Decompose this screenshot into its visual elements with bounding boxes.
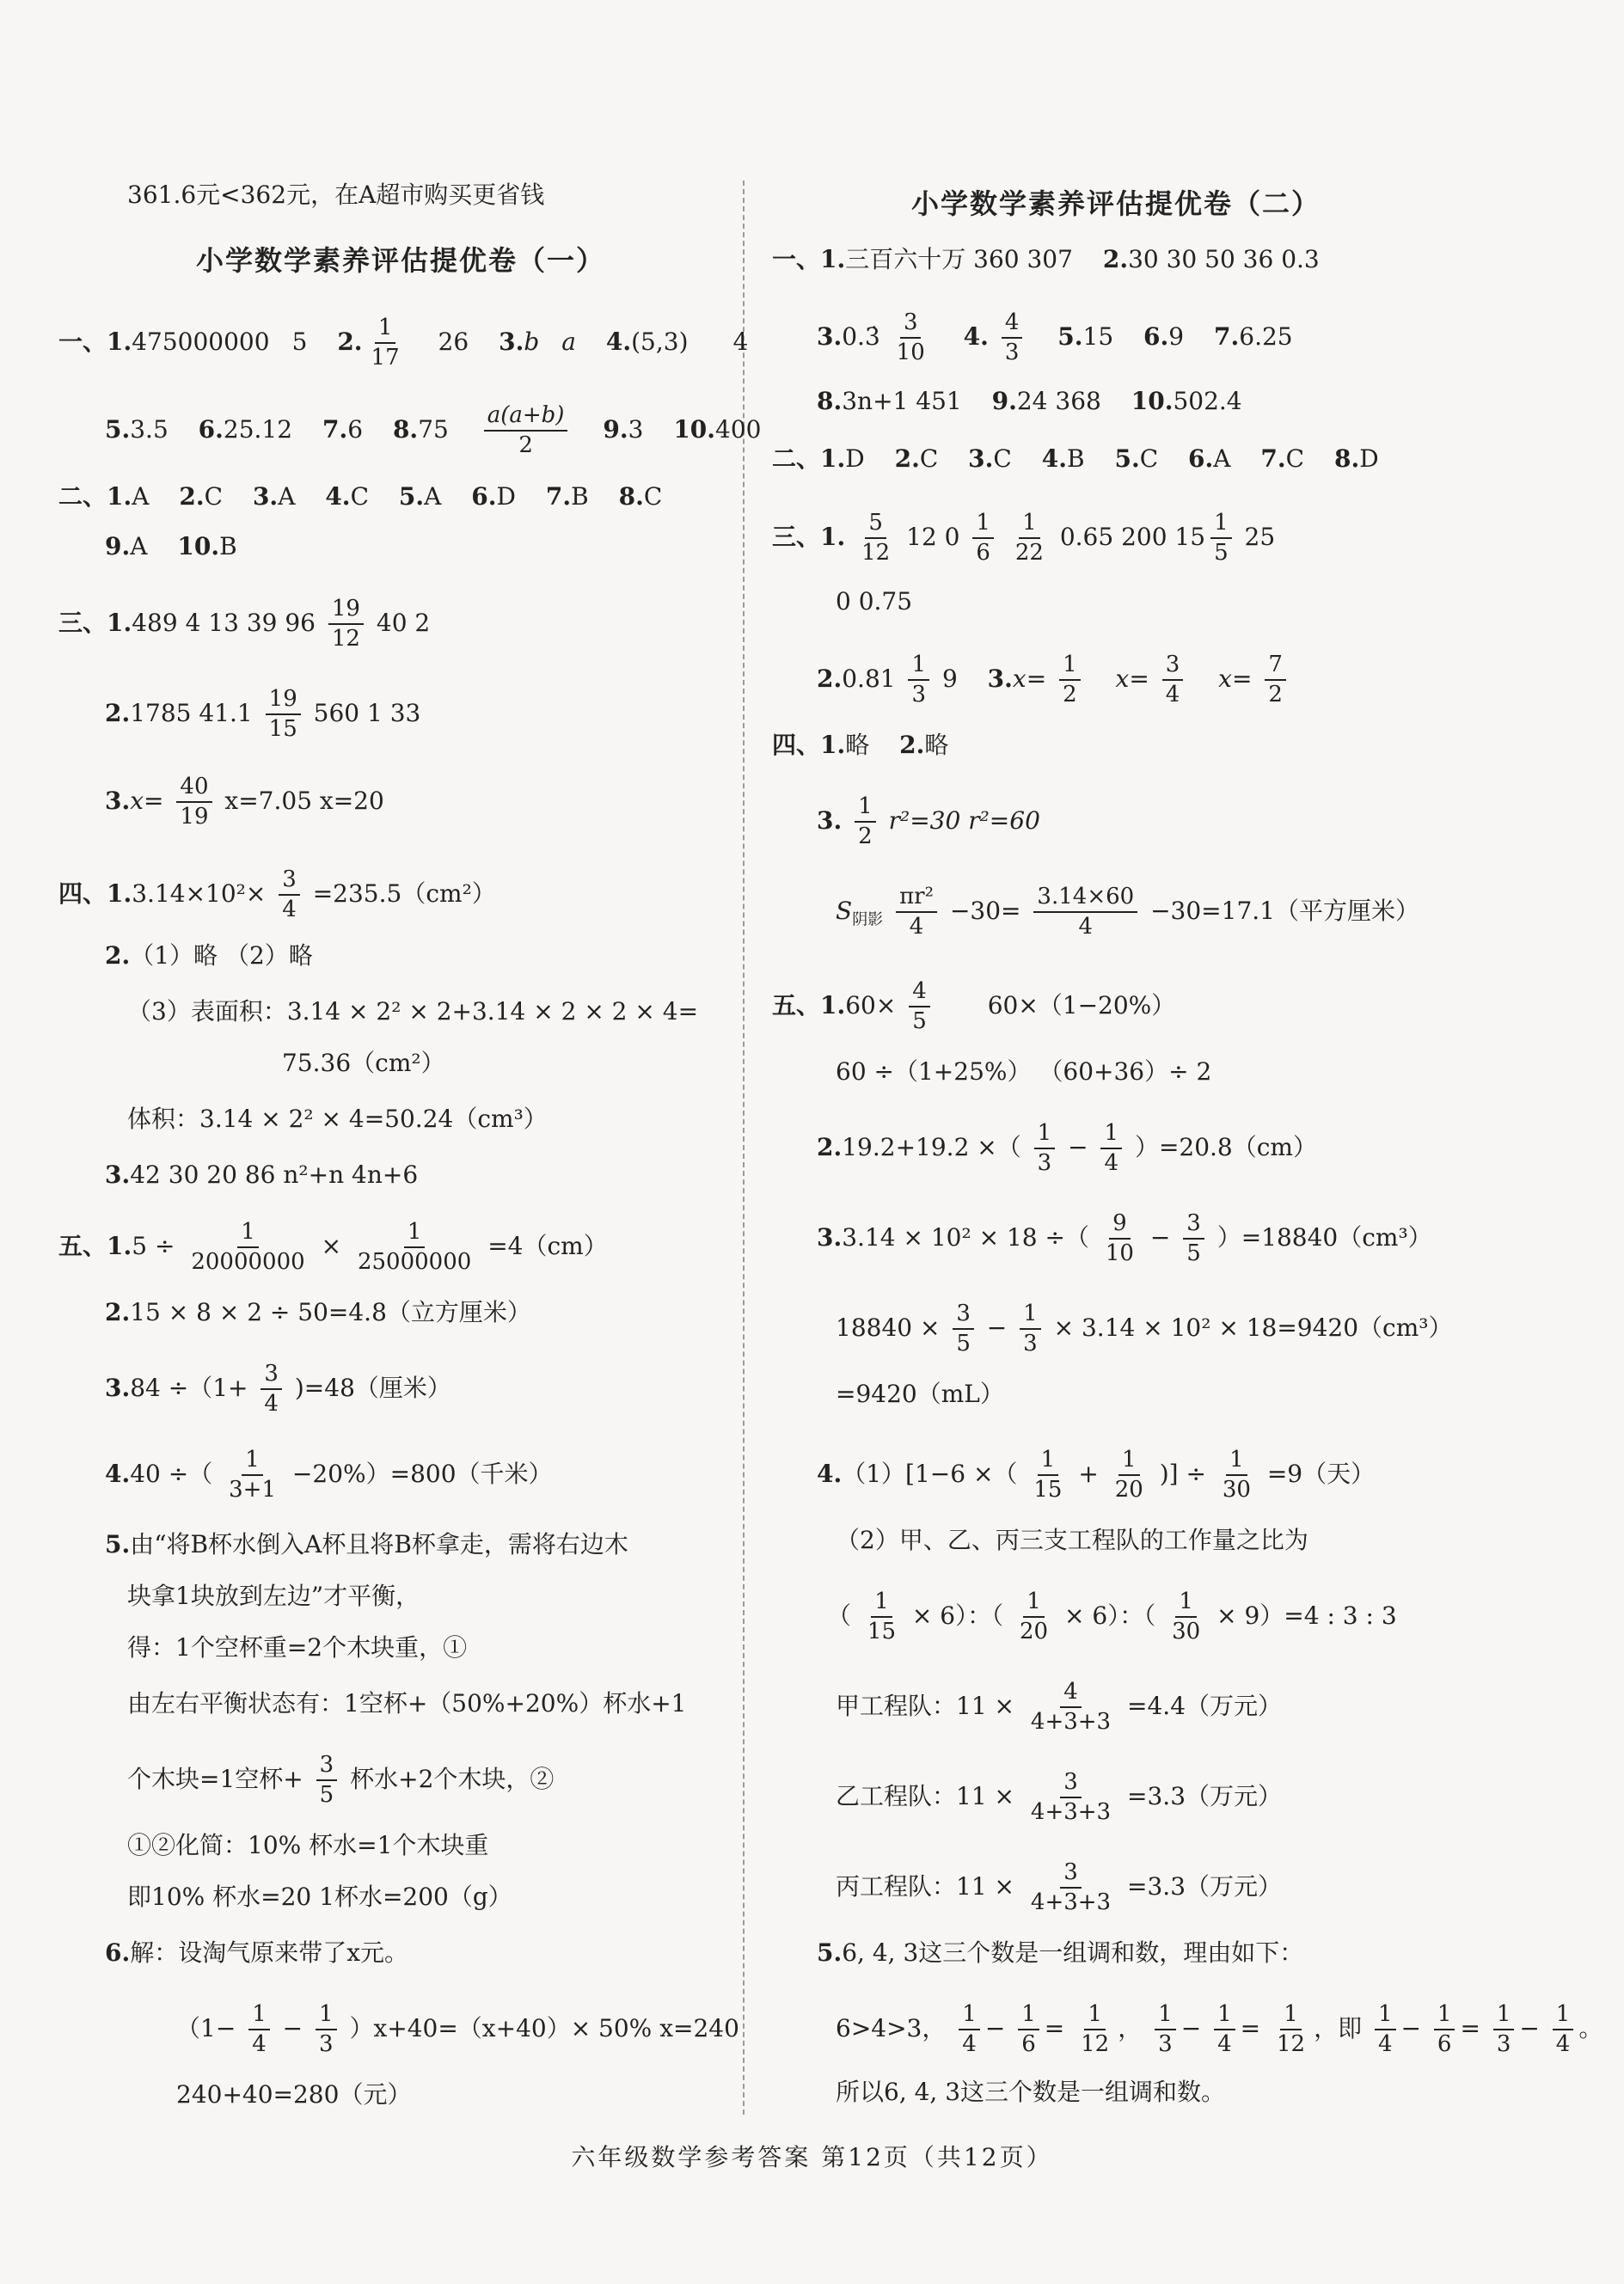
left-s5-row3: 3.84 ÷（1+ $\frac{3}{4}$ )=48（厘米） (105, 1361, 451, 1418)
left-s4-row4: 75.36（cm²） (282, 1049, 445, 1077)
left-s5-row6: 块拿1块放到左边”才平衡， (127, 1582, 420, 1610)
fraction: $\frac{1}{2}$ (1059, 653, 1081, 707)
fraction: $\frac{1}{22}$ (1014, 510, 1044, 566)
fraction: $\frac{a(a+b)}{2}$ (484, 404, 568, 458)
right-s2-row1: 二、1.D 2.C 3.C 4.B 5.C 6.A 7.C 8.D (772, 444, 1379, 473)
left-s5-row8: 由左右平衡状态有：1空杯+（50%+20%）杯水+1 (127, 1689, 687, 1718)
right-s5-row12: 丙工程队：11 × $\frac{3}{4+3+3}$ =3.3（万元） (836, 1859, 1283, 1916)
fraction: $\frac{1}{4}$ (1375, 2003, 1396, 2057)
left-s1-row1: 一、1.475000000 5 2. $\frac{1}{17}$ 26 3.b a 4.(5,3) 4 (58, 315, 749, 371)
fraction: $\frac{1}{4}$ (959, 2003, 980, 2057)
fraction: $\frac{1}{15}$ (867, 1589, 897, 1645)
left-s3-row1: 三、1.489 4 13 39 96 $\frac{19}{12}$ 40 2 (58, 596, 431, 652)
right-s3-row3: 2.0.81 $\frac{1}{3}$ 9 3.x= $\frac{1}{2}$ x= $\frac{3}{4}$ x= $\frac{7}{2}$ (817, 653, 1291, 707)
right-s5-row10: 甲工程队：11 × $\frac{4}{4+3+3}$ =4.4（万元） (836, 1679, 1283, 1736)
fraction: $\frac{40}{19}$ (176, 775, 211, 830)
fraction: $\frac{7}{2}$ (1265, 653, 1286, 707)
left-s5-row7: 得：1个空杯重=2个木块重，① (127, 1633, 468, 1662)
fraction: $\frac{3}{5}$ (953, 1302, 974, 1356)
right-s5-row8: （2）甲、乙、丙三支工程队的工作量之比为 (836, 1526, 1308, 1554)
left-s4-row3: （3）表面积：3.14 × 2² × 2+3.14 × 2 × 2 × 4= (127, 997, 699, 1026)
right-s5-row11: 乙工程队：11 × $\frac{3}{4+3+3}$ =3.3（万元） (836, 1769, 1283, 1826)
fraction: $\frac{4}{5}$ (909, 980, 930, 1034)
right-s3-row1: 三、1. $\frac{5}{12}$ 12 0 $\frac{1}{6}$ $\frac{1}{22}$ 0.65 200 15 $\frac{1}{5}$ 25 (772, 510, 1276, 566)
fraction: $\frac{1}{30}$ (1172, 1589, 1201, 1645)
fraction: $\frac{1}{15}$ (1033, 1447, 1063, 1503)
left-s5-row9: 个木块=1空杯+ $\frac{3}{5}$ 杯水+2个木块，② (127, 1752, 555, 1809)
fraction: $\frac{3.14\times 60}{4}$ (1033, 885, 1137, 940)
fraction: $\frac{1}{3}$ (908, 653, 929, 707)
column-divider (743, 181, 745, 2115)
left-s2-row1: 二、1.A 2.C 3.A 4.C 5.A 6.D 7.B 8.C (58, 482, 663, 511)
left-s4-row1: 四、1.3.14×10²× $\frac{3}{4}$ =235.5（cm²） (58, 866, 496, 923)
fraction: $\frac{3}{5}$ (316, 1754, 338, 1808)
left-s5-row14: 240+40=280（元） (176, 2080, 412, 2109)
fraction: $\frac{1}{6}$ (972, 511, 994, 566)
left-s5-row13: （1− $\frac{1}{4}$ − $\frac{1}{3}$ ）x+40=（x+40）× 50% x=240 (176, 2001, 739, 2058)
left-s2-row2: 9.A 10.B (105, 532, 237, 560)
fraction: $\frac{19}{12}$ (328, 597, 364, 652)
right-s1-row1: 一、1.三百六十万 360 307 2.30 30 50 36 0.3 (772, 245, 1320, 273)
fraction: $\frac{3}{5}$ (1183, 1212, 1204, 1266)
fraction: $\frac{1}{6}$ (1018, 2003, 1039, 2057)
right-s3-row2: 0 0.75 (836, 587, 913, 615)
fraction: $\frac{\text{πr²}}{4}$ (896, 885, 937, 940)
fraction: $\frac{3}{10}$ (896, 309, 925, 366)
fraction: $\frac{4}{3}$ (1002, 311, 1023, 365)
fraction: $\frac{1}{4}$ (1100, 1122, 1122, 1176)
right-s4-row2: 3. $\frac{1}{2}$ r²=30 r²=60 (817, 793, 1040, 850)
right-s1-row3: 8.3n+1 451 9.24 368 10.502.4 (817, 387, 1242, 415)
fraction: $\frac{1}{4}$ (248, 2003, 270, 2057)
fraction: $\frac{1}{2}$ (855, 795, 876, 849)
fraction: $\frac{1}{3}$ (316, 2003, 337, 2057)
fraction: $\frac{1}{20}$ (1114, 1447, 1143, 1503)
fraction: $\frac{1}{20}$ (1020, 1589, 1049, 1645)
fraction: $\frac{5}{12}$ (861, 510, 891, 566)
fraction: $\frac{3}{4}$ (260, 1362, 282, 1417)
right-s5-row2: 60 ÷（1+25%） （60+36）÷ 2 (836, 1057, 1212, 1086)
fraction: $\frac{1}{12}$ (1276, 2001, 1306, 2058)
fraction: $\frac{1}{5}$ (1210, 511, 1232, 566)
fraction: $\frac{3}{4+3+3}$ (1030, 1769, 1112, 1826)
fraction: $\frac{1}{25000000}$ (357, 1219, 472, 1276)
right-s5-row9: （ $\frac{1}{15}$ × 6）：（ $\frac{1}{20}$ × 6）：（ $\frac{1}{30}$ × 9）=4 : 3 : 3 (827, 1589, 1397, 1645)
fraction: $\frac{1}{3}$ (1155, 2003, 1176, 2057)
right-s5-row7: 4.（1）[1−6 ×（ $\frac{1}{15}$ + $\frac{1}{20}$ )] ÷ $\frac{1}{30}$ =9（天） (817, 1447, 1376, 1503)
left-s5-row11: 即10% 杯水=20 1杯水=200（g） (127, 1883, 512, 1911)
left-s5-row10: ①②化简：10% 杯水=1个木块重 (127, 1831, 489, 1859)
left-s3-row2: 2.1785 41.1 $\frac{19}{15}$ 560 1 33 (105, 686, 421, 743)
fraction: $\frac{3}{4+3+3}$ (1030, 1859, 1112, 1916)
fraction: $\frac{1}{3}$ (1020, 1302, 1041, 1356)
left-s4-row2: 2.（1）略 （2）略 (105, 941, 313, 970)
right-s5-row5: 18840 × $\frac{3}{5}$ − $\frac{1}{3}$ × 3.14 × 10² × 18=9420（cm³） (836, 1301, 1453, 1357)
right-s5-row1: 五、1.60× $\frac{4}{5}$ 60×（1−20%） (772, 978, 1176, 1035)
left-s4-row5: 体积：3.14 × 2² × 4=50.24（cm³） (127, 1105, 548, 1133)
left-s1-row2: 5.3.5 6.25.12 7.6 8.75 $\frac{a(a+b)}{2}$ 9.3 10.400 (105, 402, 762, 459)
fraction: $\frac{1}{3}$ (1493, 2003, 1515, 2057)
fraction: $\frac{9}{10}$ (1105, 1210, 1134, 1267)
left-s5-row1: 五、1.5 ÷ $\frac{1}{20000000}$ × $\frac{1}{25000000}$ =4（cm） (58, 1219, 608, 1276)
right-title: 小学数学素养评估提优卷（二） (911, 187, 1321, 220)
left-title: 小学数学素养评估提优卷（一） (196, 244, 606, 277)
right-s1-row2: 3.0.3̇ $\frac{3}{10}$ 4. $\frac{4}{3}$ 5.15 6.9 7.6.25 (817, 309, 1293, 366)
fraction: $\frac{1}{20000000}$ (191, 1219, 305, 1276)
fraction: $\frac{19}{15}$ (266, 688, 301, 742)
top-line: 361.6元<362元，在A超市购买更省钱 (127, 181, 545, 209)
right-s5-row4: 3.3.14 × 10² × 18 ÷（ $\frac{9}{10}$ − $\frac{3}{5}$ ）=18840（cm³） (817, 1210, 1432, 1267)
fraction: $\frac{3}{4}$ (1162, 653, 1184, 707)
right-s5-row14: 6>4>3， $\frac{1}{4}$ − $\frac{1}{6}$ = $\frac{1}{12}$ ， $\frac{1}{3}$ − $\frac{1}{4}$ = $\frac{1}{12}$ ，即 $\frac{1}{4}$ − $\frac{1}{6}$ = $\frac{1}{3}$ − $\frac{1}{4}$ 。 (836, 2001, 1603, 2058)
fraction: $\frac{1}{12}$ (1081, 2001, 1110, 2058)
right-s5-row15: 所以6, 4, 3这三个数是一组调和数。 (836, 2078, 1226, 2106)
fraction: $\frac{3}{4}$ (279, 868, 300, 922)
page-footer: 六年级数学参考答案 第12页（共12页） (571, 2143, 1053, 2171)
fraction: $\frac{4}{4+3+3}$ (1030, 1679, 1112, 1736)
fraction: $\frac{1}{17}$ (371, 315, 400, 371)
left-s5-row12: 6.解：设淘气原来带了x元。 (105, 1938, 409, 1967)
left-s5-row2: 2.15 × 8 × 2 ÷ 50=4.8（立方厘米） (105, 1298, 531, 1326)
left-s3-row3: 3.x= $\frac{40}{19}$ x=7.05 x=20 (105, 774, 384, 830)
fraction: $\frac{1}{6}$ (1434, 2003, 1455, 2057)
fraction: $\frac{1}{4}$ (1214, 2003, 1235, 2057)
fraction: $\frac{1}{30}$ (1222, 1447, 1251, 1503)
left-s5-row5: 5.由“将B杯水倒入A杯且将B杯拿走，需将右边木 (105, 1530, 628, 1558)
right-s4-row1: 四、1.略 2.略 (772, 731, 949, 759)
right-s5-row3: 2.19.2+19.2 ×（ $\frac{1}{3}$ − $\frac{1}{4}$ ）=20.8（cm） (817, 1120, 1317, 1177)
fraction: $\frac{1}{3}$ (1034, 1122, 1056, 1176)
right-s4-row3: $S_{阴影}$ $\frac{\text{πr²}}{4}$ −30= $\frac{3.14\times 60}{4}$ −30=17.1（平方厘米） (836, 884, 1419, 940)
left-s4-row6: 3.42 30 20 86 n²+n 4n+6 (105, 1160, 419, 1189)
fraction: $\frac{1}{3+1}$ (229, 1447, 277, 1503)
right-s5-row6: =9420（mL） (836, 1380, 1004, 1408)
right-s5-row13: 5.6, 4, 3这三个数是一组调和数，理由如下： (817, 1938, 1304, 1967)
left-s5-row4: 4.40 ÷（ $\frac{1}{3+1}$ −20%）=800（千米） (105, 1447, 553, 1503)
fraction: $\frac{1}{4}$ (1553, 2003, 1574, 2057)
